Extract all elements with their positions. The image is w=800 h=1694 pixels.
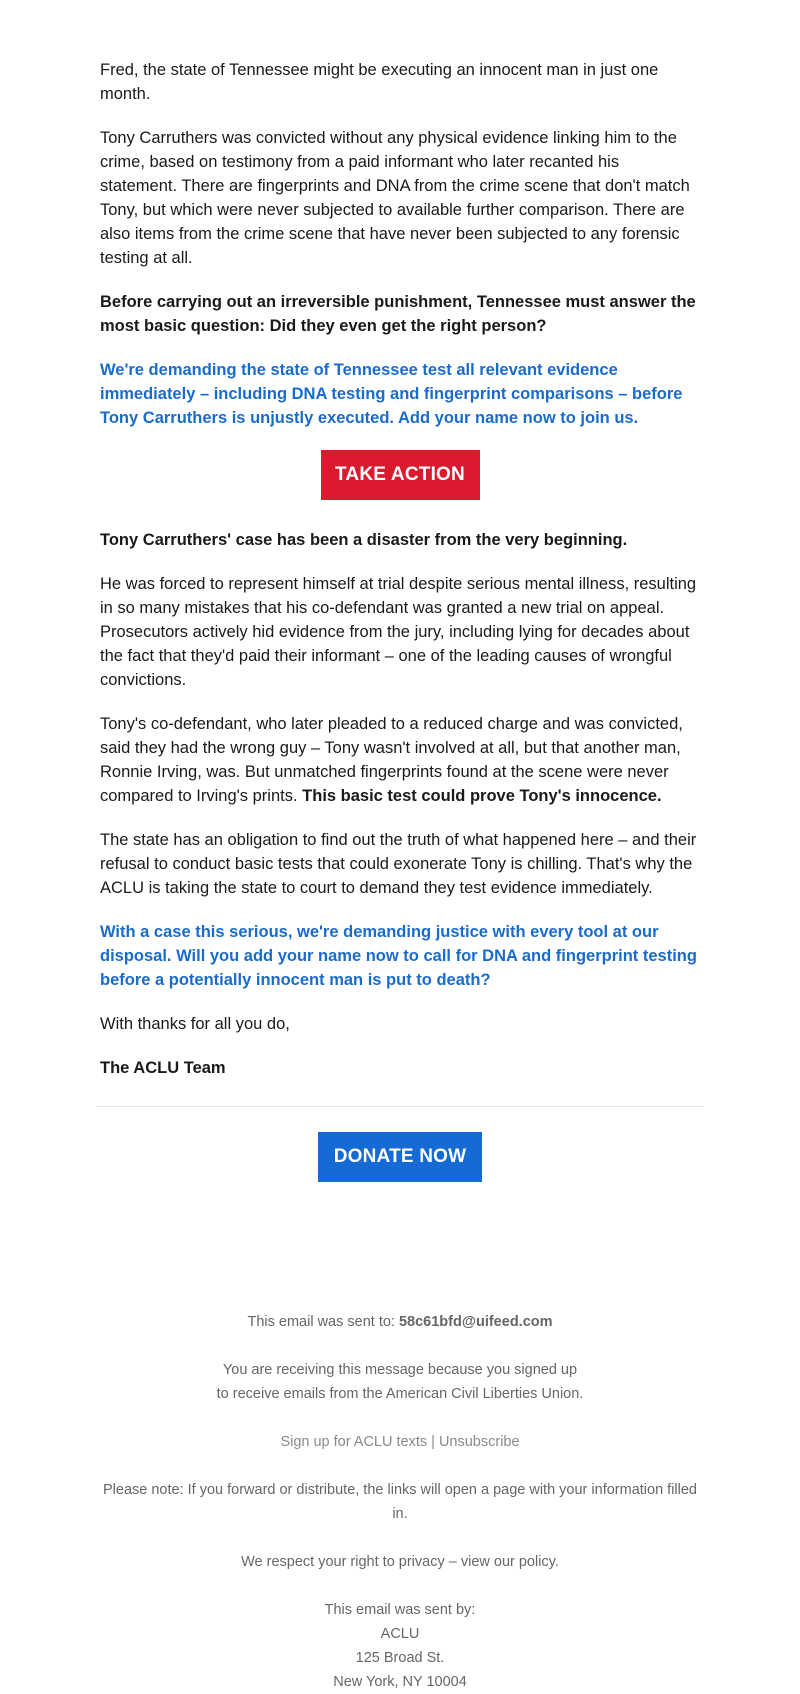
sent-by-label: This email was sent by: bbox=[324, 1602, 476, 1618]
footer-links bbox=[100, 1430, 700, 1454]
privacy-policy-link[interactable]: view our policy. bbox=[460, 1554, 559, 1570]
city-state-zip: New York, NY 10004 bbox=[333, 1674, 467, 1690]
sender-address bbox=[100, 1598, 700, 1694]
signoff: With thanks for all you do, bbox=[100, 1015, 290, 1033]
case-disaster-heading: Tony Carruthers' case has been a disaster from the very beginning. bbox=[100, 531, 628, 549]
greeting-paragraph: Fred, the state of Tennessee might be executing an innocent man in just one month. bbox=[100, 61, 659, 103]
sent-to-line bbox=[100, 1310, 700, 1334]
innocence-emphasis: This basic test could prove Tony's innocence. bbox=[302, 787, 662, 805]
org-name: ACLU bbox=[380, 1626, 420, 1642]
signature: The ACLU Team bbox=[100, 1059, 226, 1077]
donate-now-button[interactable]: DONATE NOW bbox=[318, 1132, 482, 1182]
recipient-email: 58c61bfd@uifeed.com bbox=[398, 1314, 553, 1330]
street-address: 125 Broad St. bbox=[355, 1650, 445, 1666]
demand-call-to-action[interactable]: We're demanding the state of Tennessee test all relevant evidence immediately – including DNA testing and fingerprint comparisons – before Tony Carruthers is unjustly executed. Add your name now to join us. bbox=[100, 361, 683, 427]
co-defendant-text: Tony's co-defendant, who later pleaded to a reduced charge and was convicted, said they had the wrong guy – Tony wasn't involved at all, but that another man, Ronnie Irving, was. But unmatched fingerprints found at the scene were never compared to Irving's prints. bbox=[100, 715, 683, 805]
co-defendant-paragraph bbox=[100, 712, 700, 808]
intro-paragraph: Tony Carruthers was convicted without any physical evidence linking him to the crime, based on testimony from a paid informant who later recanted his statement. There are fingerprints and DNA from the crime scene that don't match Tony, but which were never subjected to available further comparison. There are also items from the crime scene that have never been subjected to any forensic testing at all. bbox=[100, 129, 690, 267]
receiving-reason bbox=[100, 1358, 700, 1406]
receiving-line-2: to receive emails from the American Civil Liberties Union. bbox=[216, 1386, 584, 1402]
divider bbox=[96, 1106, 704, 1107]
unsubscribe-link[interactable]: Unsubscribe bbox=[438, 1434, 520, 1450]
obligation-paragraph: The state has an obligation to find out the truth of what happened here – and their refusal to conduct basic tests that could exonerate Tony is chilling. That's why the ACLU is taking the state to court to demand they test evidence immediately. bbox=[100, 831, 697, 897]
privacy-text: We respect your right to privacy – bbox=[241, 1554, 461, 1570]
forwarding-note: Please note: If you forward or distribute, the links will open a page with your information filled in. bbox=[102, 1482, 697, 1522]
take-action-wrapper bbox=[100, 450, 700, 500]
privacy-line bbox=[100, 1550, 700, 1574]
sign-up-texts-link[interactable]: Sign up for ACLU texts bbox=[280, 1434, 428, 1450]
key-question: Before carrying out an irreversible punishment, Tennessee must answer the most basic question: Did they even get the right person? bbox=[100, 293, 696, 335]
closing-call-to-action[interactable]: With a case this serious, we're demanding justice with every tool at our disposal. Will you add your name now to call for DNA and fingerprint testing before a potentially innocent man is put to death? bbox=[100, 923, 697, 989]
email-body bbox=[100, 58, 700, 1080]
link-separator: | bbox=[427, 1434, 439, 1450]
donate-wrapper bbox=[0, 1132, 800, 1182]
receiving-line-1: You are receiving this message because you signed up bbox=[222, 1362, 578, 1378]
sent-to-label: This email was sent to: bbox=[247, 1314, 399, 1330]
trial-paragraph: He was forced to represent himself at trial despite serious mental illness, resulting in so many mistakes that his co-defendant was granted a new trial on appeal. Prosecutors actively hid evidence from the jury, including lying for decades about the fact that they'd paid their informant – one of the leading causes of wrongful convictions. bbox=[100, 575, 697, 689]
take-action-button[interactable]: TAKE ACTION bbox=[321, 450, 480, 500]
footer bbox=[100, 1310, 700, 1694]
